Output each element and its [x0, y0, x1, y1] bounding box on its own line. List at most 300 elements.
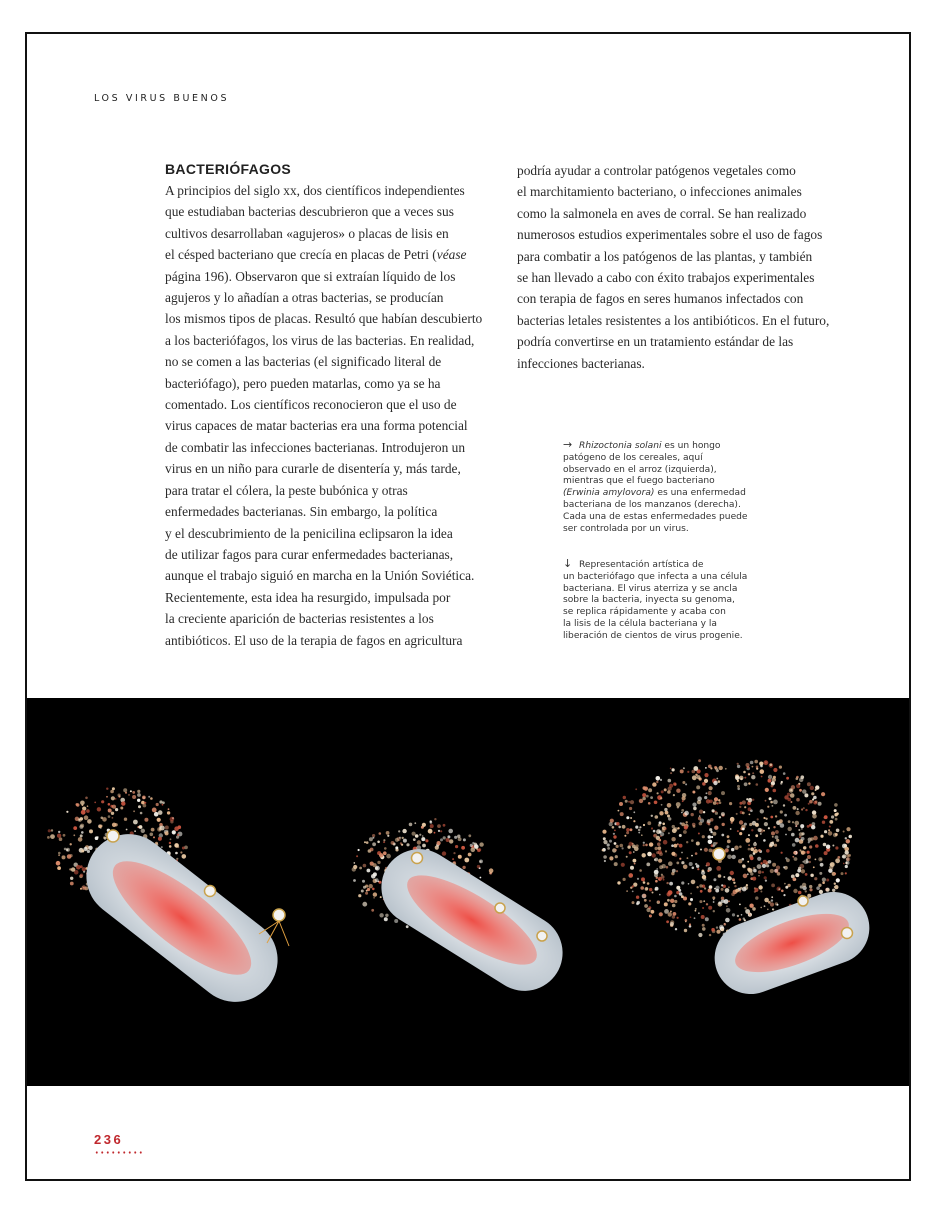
progeny-particle	[671, 837, 675, 841]
progeny-particle	[383, 841, 385, 843]
progeny-particle	[681, 809, 684, 812]
progeny-particle	[835, 818, 838, 821]
progeny-particle	[807, 782, 811, 786]
progeny-particle	[161, 846, 163, 848]
progeny-particle	[765, 863, 767, 865]
progeny-particle	[602, 849, 604, 851]
progeny-particle	[691, 880, 696, 885]
progeny-particle	[373, 892, 377, 896]
progeny-particle	[771, 884, 775, 888]
progeny-particle	[377, 841, 380, 844]
progeny-particle	[764, 822, 768, 826]
progeny-particle	[112, 805, 116, 809]
progeny-particle	[757, 857, 761, 861]
progeny-particle	[668, 861, 673, 866]
progeny-particle	[361, 890, 364, 893]
progeny-particle	[88, 846, 92, 850]
progeny-particle	[682, 800, 684, 802]
progeny-particle	[813, 836, 818, 841]
progeny-particle	[657, 842, 661, 846]
progeny-particle	[86, 809, 90, 813]
body-line: página 196). Observaron que si extraían líquido de los	[165, 268, 456, 284]
progeny-particle	[670, 768, 672, 770]
progeny-particle	[779, 766, 782, 769]
progeny-particle	[158, 837, 162, 841]
progeny-particle	[62, 855, 66, 859]
progeny-particle	[737, 785, 740, 788]
progeny-particle	[683, 830, 687, 834]
progeny-particle	[726, 908, 731, 913]
progeny-particle	[689, 923, 691, 925]
progeny-particle	[798, 867, 801, 870]
progeny-particle	[708, 906, 712, 910]
progeny-particle	[458, 855, 462, 859]
progeny-particle	[764, 876, 767, 879]
progeny-particle	[705, 767, 707, 769]
progeny-particle	[805, 873, 808, 876]
progeny-particle	[742, 865, 746, 869]
progeny-particle	[770, 764, 773, 767]
progeny-particle	[682, 781, 685, 784]
progeny-particle	[708, 835, 712, 839]
progeny-particle	[846, 857, 850, 861]
body-line: bacterias letales resistentes a los antibióticos. En el futuro,	[517, 312, 830, 328]
progeny-particle	[398, 830, 400, 832]
progeny-particle	[453, 852, 455, 854]
progeny-particle	[779, 819, 783, 823]
body-line	[165, 244, 500, 265]
progeny-particle	[828, 831, 833, 836]
progeny-particle	[477, 865, 480, 868]
progeny-particle	[790, 793, 795, 798]
page-number: 236	[94, 1132, 124, 1147]
progeny-particle	[681, 812, 683, 814]
progeny-particle	[655, 888, 657, 890]
progeny-particle	[815, 859, 817, 861]
progeny-particle	[371, 909, 374, 912]
progeny-particle	[667, 803, 672, 808]
caption-line: mientras que el fuego bacteriano	[563, 476, 715, 487]
progeny-particle	[834, 873, 836, 875]
progeny-particle	[380, 896, 382, 898]
progeny-particle	[696, 785, 700, 789]
progeny-particle	[659, 894, 661, 896]
progeny-particle	[758, 828, 762, 832]
progeny-particle	[622, 825, 626, 829]
progeny-particle	[80, 817, 83, 820]
body-line: antibióticos. El uso de la terapia de fagos en agricultura	[165, 632, 463, 648]
body-line: la creciente aparición de bacterias resistentes a los	[165, 611, 434, 627]
progeny-particle	[675, 928, 677, 930]
progeny-particle	[667, 815, 670, 818]
body-line: cultivos desarrollaban «agujeros» o placas de lisis en	[165, 225, 449, 241]
progeny-particle	[660, 779, 662, 781]
progeny-particle	[768, 827, 770, 829]
progeny-particle	[626, 816, 629, 819]
progeny-particle	[704, 887, 706, 889]
progeny-particle	[101, 800, 104, 803]
progeny-particle	[762, 871, 764, 873]
progeny-particle	[708, 791, 712, 795]
progeny-particle	[748, 844, 750, 846]
progeny-particle	[620, 812, 624, 816]
progeny-particle	[665, 850, 667, 852]
progeny-particle	[489, 868, 494, 873]
progeny-particle	[723, 876, 725, 878]
progeny-particle	[162, 801, 165, 804]
progeny-particle	[799, 778, 803, 782]
progeny-particle	[756, 783, 759, 786]
progeny-particle	[706, 792, 708, 794]
progeny-particle	[120, 807, 123, 810]
progeny-particle	[159, 800, 162, 803]
bacterium-cell-middle	[367, 835, 577, 1005]
progeny-particle	[630, 828, 633, 831]
progeny-particle	[698, 759, 701, 762]
progeny-particle	[698, 933, 702, 937]
progeny-particle	[815, 786, 819, 790]
caption-text: es un hongo	[661, 441, 721, 451]
progeny-particle	[829, 866, 833, 870]
progeny-particle	[632, 845, 636, 849]
progeny-particle	[783, 866, 785, 868]
progeny-particle	[57, 866, 61, 870]
progeny-particle	[758, 870, 762, 874]
progeny-particle	[76, 865, 81, 870]
progeny-particle	[836, 829, 840, 833]
progeny-particle	[828, 829, 830, 831]
progeny-particle	[676, 789, 680, 793]
progeny-particle	[626, 828, 630, 832]
progeny-particle	[134, 830, 136, 832]
progeny-particle	[383, 839, 385, 841]
progeny-particle	[697, 868, 699, 870]
progeny-particle	[845, 862, 847, 864]
caption-line: un bacteriófago que infecta a una célula	[563, 571, 748, 582]
progeny-particle	[730, 828, 732, 830]
progeny-particle	[834, 885, 838, 889]
progeny-particle	[480, 877, 482, 879]
progeny-particle	[676, 886, 680, 890]
progeny-particle	[658, 877, 662, 881]
progeny-particle	[118, 794, 121, 797]
progeny-particle	[793, 889, 797, 893]
progeny-particle	[137, 793, 141, 797]
progeny-particle	[681, 823, 685, 827]
progeny-particle	[685, 919, 688, 922]
progeny-particle	[776, 866, 780, 870]
progeny-particle	[87, 850, 90, 853]
progeny-particle	[806, 860, 809, 863]
progeny-particle	[676, 802, 681, 807]
progeny-particle	[718, 874, 722, 878]
progeny-particle	[799, 849, 801, 851]
progeny-particle	[814, 877, 817, 880]
progeny-particle	[843, 831, 845, 833]
progeny-particle	[798, 891, 802, 895]
progeny-particle	[739, 802, 742, 805]
progeny-particle	[816, 886, 820, 890]
progeny-particle	[679, 834, 682, 837]
progeny-particle	[709, 800, 713, 804]
progeny-particle	[373, 897, 375, 899]
progeny-particle	[719, 816, 721, 818]
progeny-particle	[702, 835, 705, 838]
progeny-particle	[377, 861, 380, 864]
progeny-particle	[670, 899, 674, 903]
progeny-particle	[614, 830, 616, 832]
progeny-particle	[750, 856, 754, 860]
progeny-particle	[774, 844, 777, 847]
progeny-particle	[836, 812, 839, 815]
progeny-particle	[796, 777, 799, 780]
progeny-particle	[674, 895, 677, 898]
progeny-particle	[182, 847, 185, 850]
progeny-particle	[158, 810, 163, 815]
progeny-particle	[822, 821, 825, 824]
progeny-particle	[695, 852, 698, 855]
progeny-particle	[845, 850, 849, 854]
progeny-particle	[793, 806, 797, 810]
progeny-particle	[756, 766, 759, 769]
progeny-particle	[108, 809, 112, 813]
progeny-particle	[737, 763, 739, 765]
progeny-particle	[643, 844, 645, 846]
progeny-particle	[764, 760, 769, 765]
progeny-particle	[168, 808, 170, 810]
progeny-particle	[629, 807, 632, 810]
progeny-particle	[741, 914, 743, 916]
progeny-particle	[628, 801, 630, 803]
progeny-particle	[708, 840, 713, 845]
progeny-particle	[801, 869, 805, 873]
progeny-particle	[660, 832, 664, 836]
progeny-particle	[370, 848, 374, 852]
body-line: infecciones bacterianas.	[517, 355, 645, 371]
progeny-particle	[664, 788, 667, 791]
progeny-particle	[739, 918, 742, 921]
progeny-particle	[752, 907, 756, 911]
progeny-particle	[659, 912, 663, 916]
progeny-particle	[362, 880, 365, 883]
progeny-particle	[81, 850, 84, 853]
progeny-particle	[765, 818, 767, 820]
progeny-particle	[167, 811, 170, 814]
progeny-particle	[696, 886, 698, 888]
progeny-particle	[721, 884, 723, 886]
progeny-particle	[692, 775, 697, 780]
progeny-particle	[832, 845, 834, 847]
progeny-particle	[603, 855, 607, 859]
progeny-particle	[613, 833, 615, 835]
progeny-particle	[728, 886, 730, 888]
progeny-particle	[739, 832, 742, 835]
progeny-particle	[803, 846, 806, 849]
progeny-particle	[783, 804, 785, 806]
progeny-particle	[609, 822, 613, 826]
progeny-particle	[642, 894, 646, 898]
progeny-particle	[479, 861, 481, 863]
progeny-particle	[734, 885, 736, 887]
progeny-particle	[413, 838, 416, 841]
illustration-canvas	[27, 698, 909, 1086]
progeny-particle	[760, 765, 763, 768]
progeny-particle	[794, 857, 798, 861]
progeny-particle	[753, 869, 757, 873]
progeny-particle	[809, 845, 812, 848]
progeny-particle	[667, 790, 671, 794]
caption-line: patógeno de los cereales, aquí	[563, 452, 703, 463]
progeny-particle	[364, 841, 366, 843]
progeny-particle	[848, 836, 850, 838]
progeny-particle	[629, 851, 632, 854]
bacterium-cell-right	[705, 882, 880, 1004]
progeny-particle	[619, 802, 623, 806]
progeny-particle	[766, 849, 770, 853]
progeny-particle	[458, 837, 462, 841]
progeny-particle	[796, 784, 800, 788]
progeny-particle	[752, 766, 754, 768]
progeny-particle	[673, 782, 676, 785]
progeny-particle	[746, 763, 750, 767]
caption-line	[563, 488, 773, 500]
progeny-particle	[101, 817, 104, 820]
progeny-particle	[826, 879, 829, 882]
progeny-particle	[614, 862, 618, 866]
body-line: numerosos estudios experimentales sobre el uso de fagos	[517, 227, 823, 243]
progeny-particle	[756, 768, 758, 770]
progeny-particle	[694, 917, 696, 919]
progeny-particle	[771, 896, 773, 898]
section-heading: BACTERIÓFAGOS	[165, 161, 292, 177]
running-head: LOS VIRUS BUENOS	[94, 93, 230, 104]
progeny-particle	[810, 874, 813, 877]
body-line: que estudiaban bacterias descubrieron que a veces sus	[165, 204, 454, 220]
progeny-particle	[414, 822, 416, 824]
progeny-particle	[375, 866, 380, 871]
progeny-particle	[718, 780, 721, 783]
progeny-particle	[659, 839, 662, 842]
progeny-particle	[802, 789, 806, 793]
progeny-particle	[180, 851, 182, 853]
progeny-particle	[788, 827, 792, 831]
body-line: enfermedades bacterianas. Sin embargo, la política	[165, 504, 438, 520]
progeny-particle	[739, 890, 741, 892]
progeny-particle	[442, 851, 446, 855]
progeny-particle	[737, 788, 740, 791]
progeny-particle	[663, 879, 665, 881]
progeny-particle	[422, 835, 424, 837]
progeny-particle	[615, 855, 618, 858]
progeny-particle	[87, 819, 92, 824]
progeny-particle	[834, 809, 837, 812]
progeny-particle	[648, 802, 651, 805]
progeny-particle	[760, 833, 762, 835]
progeny-particle	[777, 904, 779, 906]
progeny-particle	[428, 829, 433, 834]
progeny-particle	[682, 796, 686, 800]
progeny-particle	[783, 772, 786, 775]
progeny-particle	[680, 769, 684, 773]
progeny-particle	[668, 912, 672, 916]
progeny-particle	[406, 843, 409, 846]
progeny-particle	[737, 780, 739, 782]
progeny-particle	[654, 873, 658, 877]
progeny-particle	[739, 904, 741, 906]
progeny-particle	[797, 808, 799, 810]
progeny-particle	[755, 823, 759, 827]
progeny-particle	[618, 826, 621, 829]
progeny-particle	[821, 792, 825, 796]
progeny-particle	[375, 878, 379, 882]
progeny-particle	[676, 870, 678, 872]
progeny-particle	[70, 882, 74, 886]
progeny-particle	[819, 890, 823, 894]
progeny-particle	[437, 841, 441, 845]
progeny-particle	[713, 781, 717, 785]
progeny-particle	[80, 801, 85, 806]
progeny-particle	[768, 779, 772, 783]
progeny-particle	[795, 838, 800, 843]
arrow-right-icon: →	[563, 438, 573, 451]
progeny-particle	[718, 799, 720, 801]
progeny-particle	[801, 808, 803, 810]
progeny-particle	[639, 826, 641, 828]
progeny-particle	[71, 867, 75, 871]
progeny-particle	[693, 807, 697, 811]
progeny-particle	[633, 820, 635, 822]
progeny-particle	[142, 796, 146, 800]
caption-text: es una enfermedad	[654, 488, 746, 499]
body-line: A principios del siglo xx, dos científicos independientes	[165, 183, 465, 198]
progeny-particle	[824, 851, 828, 855]
progeny-particle	[402, 837, 404, 839]
progeny-particle	[660, 797, 662, 799]
progeny-particle	[412, 832, 416, 836]
body-line: virus capaces de matar bacterias era una forma potencial	[165, 418, 468, 434]
progeny-particle	[699, 822, 703, 826]
progeny-particle	[755, 896, 758, 899]
progeny-particle	[422, 823, 426, 827]
progeny-particle	[85, 797, 88, 800]
progeny-particle	[841, 872, 844, 875]
progeny-particle	[775, 815, 777, 817]
progeny-particle	[845, 865, 848, 868]
progeny-particle	[716, 778, 718, 780]
progeny-particle	[799, 832, 803, 836]
progeny-particle	[645, 844, 648, 847]
progeny-particle	[66, 811, 68, 813]
progeny-particle	[106, 796, 108, 798]
progeny-particle	[125, 792, 127, 794]
progeny-particle	[813, 866, 815, 868]
progeny-particle	[683, 767, 685, 769]
progeny-particle	[742, 800, 746, 804]
progeny-particle	[710, 831, 712, 833]
progeny-particle	[692, 770, 696, 774]
progeny-particle	[658, 859, 662, 863]
progeny-particle	[703, 811, 705, 813]
progeny-particle	[353, 879, 356, 882]
progeny-particle	[613, 835, 616, 838]
progeny-particle	[133, 810, 135, 812]
progeny-particle	[659, 852, 663, 856]
progeny-particle	[73, 826, 77, 830]
progeny-particle	[708, 823, 711, 826]
progeny-particle	[714, 888, 716, 890]
progeny-particle	[770, 801, 773, 804]
progeny-particle	[160, 826, 165, 831]
